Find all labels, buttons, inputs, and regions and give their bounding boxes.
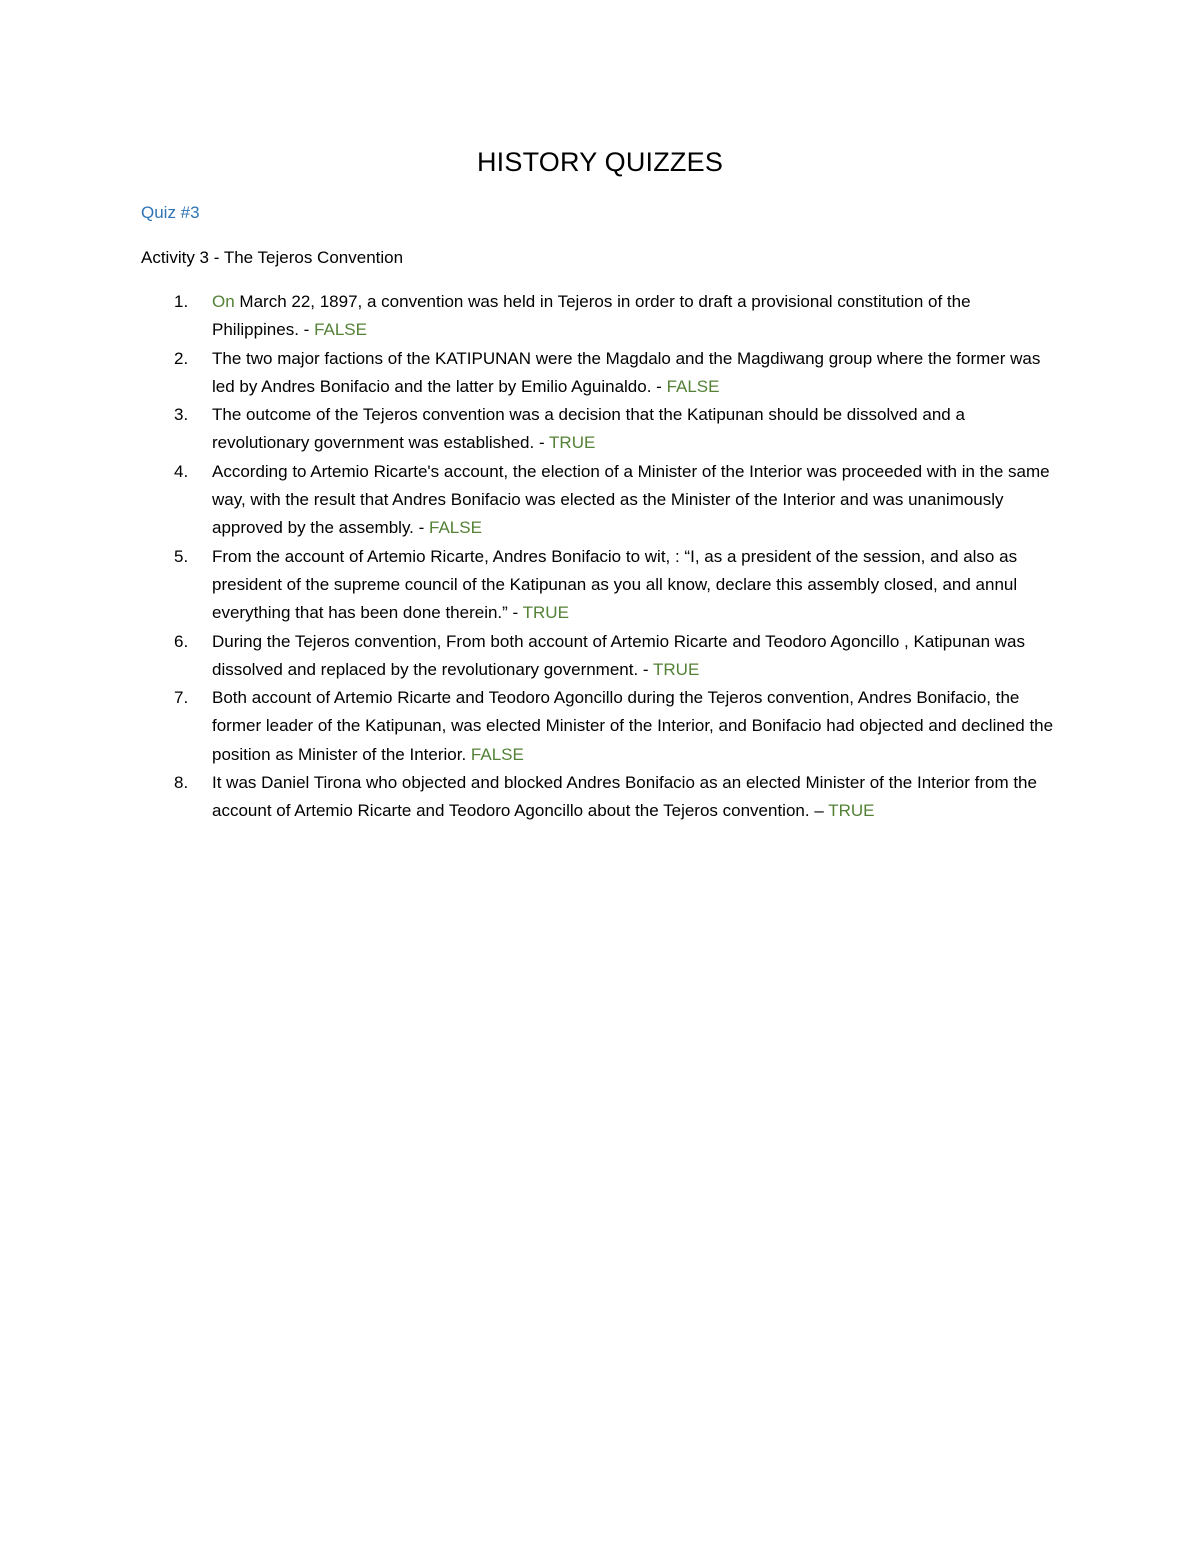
question-text: It was Daniel Tirona who objected and blocked Andres Bonifacio as an elected Minister of the Interior from the account of Artemio Ricarte and Teodoro Agoncillo about the Tejeros convention. –	[212, 773, 1037, 821]
question-text: March 22, 1897, a convention was held in Tejeros in order to draft a provisional constitution of the Philippines. -	[212, 292, 971, 340]
question-item	[141, 401, 1061, 458]
question-number: 5.	[174, 546, 189, 566]
answer-label: FALSE	[470, 744, 524, 764]
answer-label: TRUE	[828, 801, 875, 821]
answer-label: TRUE	[522, 603, 569, 623]
question-lead-word: On	[212, 292, 235, 311]
question-number: 7.	[174, 688, 189, 708]
answer-label: TRUE	[549, 433, 596, 453]
activity-heading: Activity 3 - The Tejeros Convention	[141, 248, 404, 267]
question-list	[141, 288, 1061, 826]
question-item	[141, 458, 1061, 543]
answer-label: TRUE	[653, 659, 700, 679]
answer-label: FALSE	[429, 518, 482, 538]
question-number: 4.	[174, 461, 189, 481]
question-number: 2.	[174, 348, 189, 368]
document-title: HISTORY QUIZZES	[476, 147, 724, 177]
question-item	[141, 684, 1061, 769]
question-text: The two major factions of the KATIPUNAN were the Magdalo and the Magdiwang group where the former was led by Andres Bonifacio and the latter by Emilio Aguinaldo. -	[212, 348, 1041, 396]
question-item	[141, 288, 1061, 345]
question-item	[141, 628, 1061, 685]
question-text: From the account of Artemio Ricarte, Andres Bonifacio to wit, : “I, as a president of the session, and also as president of the supreme council of the Katipunan as you all know, declare this assembly closed, and annul everything that has been done therein.” -	[212, 546, 1018, 623]
question-text: The outcome of the Tejeros convention was a decision that the Katipunan should be dissolved and a revolutionary government was established. -	[212, 405, 965, 453]
quiz-heading: Quiz #3	[141, 203, 200, 222]
question-item	[141, 345, 1061, 402]
question-number: 1.	[174, 292, 189, 311]
answer-label: FALSE	[666, 376, 720, 396]
question-number: 6.	[174, 631, 189, 651]
question-number: 3.	[174, 405, 189, 425]
question-item	[141, 543, 1061, 628]
question-item	[141, 769, 1061, 826]
question-number: 8.	[174, 773, 189, 793]
answer-label: FALSE	[314, 320, 367, 340]
question-text: Both account of Artemio Ricarte and Teodoro Agoncillo during the Tejeros convention, Andres Bonifacio, the former leader of the Katipunan, was elected Minister of the Interior, and Bonifacio had objected and declined the position as Minister of the Interior.	[212, 688, 1054, 764]
question-text: During the Tejeros convention, From both account of Artemio Ricarte and Teodoro Agoncillo , Katipunan was dissolved and replaced by the revolutionary government. -	[212, 631, 1026, 679]
question-text: According to Artemio Ricarte's account, the election of a Minister of the Interior was proceeded with in the same way, with the result that Andres Bonifacio was elected as the Minister of the Interior and was unanimously approved by the assembly. -	[212, 461, 1050, 538]
